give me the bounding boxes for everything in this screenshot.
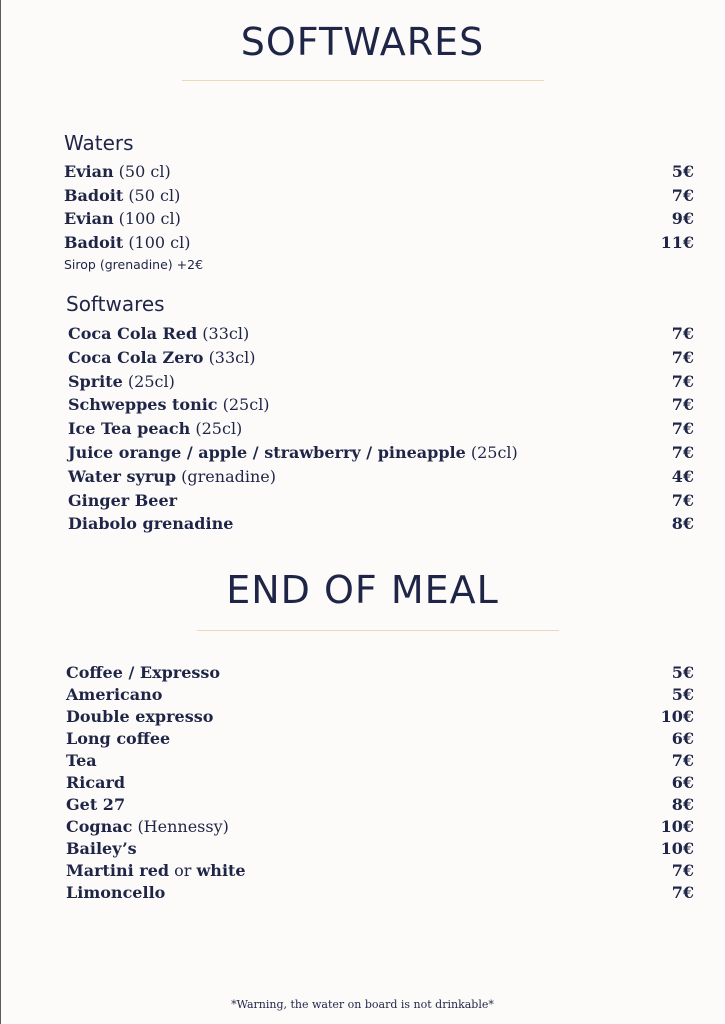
menu-item <box>68 346 694 370</box>
menu-item <box>66 706 694 728</box>
item-name: Long coffee <box>66 729 171 748</box>
menu-item <box>66 728 694 750</box>
item-name: Diabolo grenadine <box>68 514 234 534</box>
item-name: Water syrup <box>68 466 177 486</box>
item-detail: (33cl) <box>208 347 256 367</box>
syrup-note: Sirop (grenadine) +2€ <box>64 257 204 273</box>
page-left-border <box>0 0 1 1024</box>
item-name: Tea <box>66 751 97 770</box>
menu-item <box>66 816 694 838</box>
item-price: 7€ <box>671 861 694 880</box>
item-name: Bailey’s <box>66 839 137 858</box>
menu-item <box>64 184 694 208</box>
item-name: Coca Cola Zero <box>68 347 204 367</box>
item-detail: (33cl) <box>202 324 250 343</box>
menu-item <box>64 160 694 184</box>
item-name: Get 27 <box>66 795 126 814</box>
item-price: 5€ <box>671 663 694 682</box>
menu-item <box>68 370 694 394</box>
item-detail: (100 cl) <box>118 209 181 229</box>
item-name: Coffee / Expresso <box>66 663 221 682</box>
item-detail: (25cl) <box>195 419 243 439</box>
title-end-of-meal: END OF MEAL <box>226 568 499 612</box>
menu-item <box>66 772 694 794</box>
item-price: 7€ <box>671 883 694 902</box>
waters-list <box>64 160 694 276</box>
menu-item <box>66 860 694 882</box>
item-price: 4€ <box>671 466 694 486</box>
item-name: Evian <box>64 162 114 181</box>
item-name: Martini red <box>66 861 170 880</box>
warning-note: *Warning, the water on board is not drinkable* <box>231 998 494 1011</box>
item-detail: (50 cl) <box>128 185 181 205</box>
title-divider <box>197 630 559 631</box>
item-price: 6€ <box>671 729 694 748</box>
menu-item <box>66 882 694 904</box>
menu-item <box>68 322 694 346</box>
item-price: 8€ <box>671 514 694 534</box>
item-detail: (25cl) <box>127 371 175 391</box>
menu-item <box>66 684 694 706</box>
menu-item <box>68 417 694 441</box>
item-price: 9€ <box>671 209 694 229</box>
item-price: 10€ <box>660 817 694 836</box>
menu-item <box>64 231 694 255</box>
item-name: Double expresso <box>66 707 214 726</box>
item-name: Sprite <box>68 371 123 391</box>
menu-item <box>66 838 694 860</box>
softwares-list <box>68 322 694 536</box>
item-name: Badoit <box>64 185 124 205</box>
item-price: 11€ <box>660 232 694 252</box>
item-price: 7€ <box>671 751 694 770</box>
item-detail: (25cl) <box>470 442 518 462</box>
item-price: 8€ <box>671 795 694 814</box>
menu-item <box>66 794 694 816</box>
item-detail: (25cl) <box>222 395 270 415</box>
title-divider <box>182 80 544 81</box>
item-name-extra: white <box>196 861 246 880</box>
item-price: 10€ <box>660 839 694 858</box>
item-price: 10€ <box>660 707 694 726</box>
item-price: 7€ <box>671 419 694 439</box>
menu-item <box>68 465 694 489</box>
item-detail: (50 cl) <box>118 162 171 181</box>
item-name: Cognac <box>66 817 133 836</box>
item-price: 7€ <box>671 371 694 391</box>
section-heading-softwares: Softwares <box>66 292 165 316</box>
menu-item <box>68 489 694 513</box>
item-price: 7€ <box>671 324 694 343</box>
item-price: 7€ <box>671 442 694 462</box>
item-name: Ice Tea peach <box>68 419 191 439</box>
title-softwares: SOFTWARES <box>240 20 485 64</box>
item-price: 7€ <box>671 490 694 510</box>
item-price: 7€ <box>671 347 694 367</box>
menu-item <box>68 393 694 417</box>
item-name: Coca Cola Red <box>68 324 198 343</box>
item-name: Ginger Beer <box>68 490 178 510</box>
menu-item <box>66 662 694 684</box>
item-name: Schweppes tonic <box>68 395 218 415</box>
end-of-meal-list <box>66 662 694 904</box>
item-price: 6€ <box>671 773 694 792</box>
item-name: Limoncello <box>66 883 166 902</box>
item-name: Ricard <box>66 773 126 792</box>
item-name: Badoit <box>64 232 124 252</box>
item-detail: (grenadine) <box>181 466 276 486</box>
item-name: Juice orange / apple / strawberry / pineapple <box>68 442 466 462</box>
item-price: 5€ <box>671 162 694 181</box>
item-price: 7€ <box>671 395 694 415</box>
item-detail: (Hennessy) <box>137 817 229 836</box>
item-name: Evian <box>64 209 114 229</box>
item-detail: (100 cl) <box>128 232 191 252</box>
item-price: 5€ <box>671 685 694 704</box>
item-price: 7€ <box>671 185 694 205</box>
menu-item <box>68 512 694 536</box>
menu-item <box>68 441 694 465</box>
item-detail: or <box>174 861 192 880</box>
menu-item <box>66 750 694 772</box>
menu-item <box>64 207 694 231</box>
section-heading-waters: Waters <box>64 131 134 155</box>
item-name: Americano <box>66 685 163 704</box>
